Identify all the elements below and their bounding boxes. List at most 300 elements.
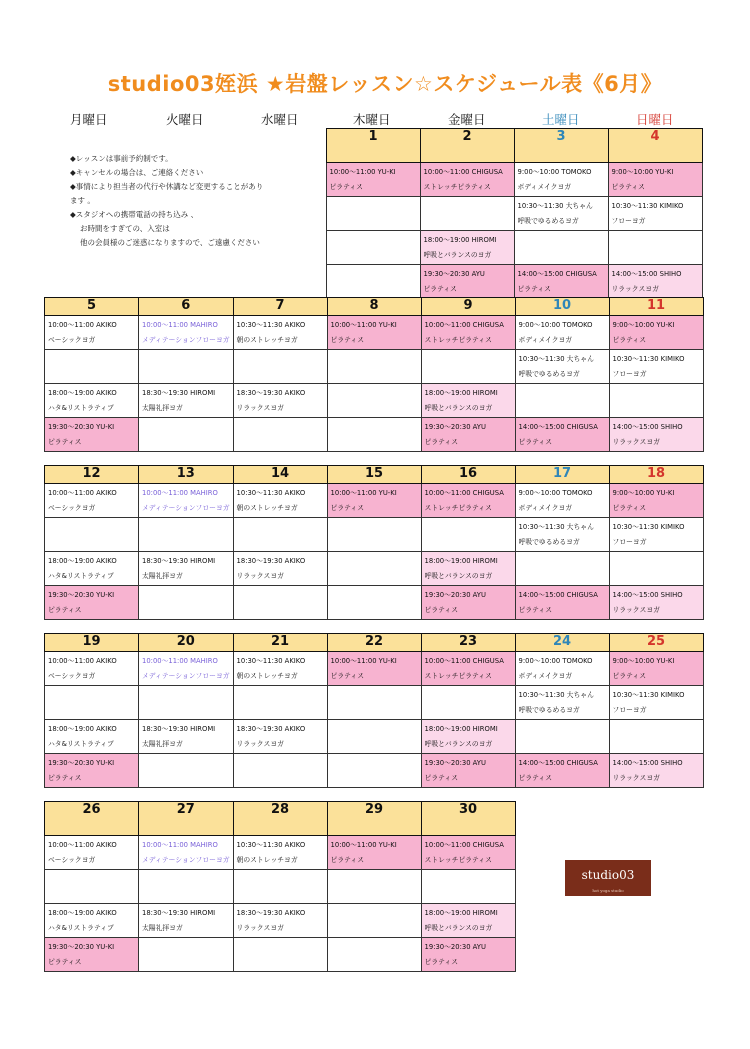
lesson-time: 10:30～11:30 KIMIKO <box>612 691 685 699</box>
lesson-cell <box>139 316 234 350</box>
lesson-time: 10:30～11:30 AKIKO <box>236 489 306 497</box>
slot-row <box>44 163 702 197</box>
lesson-time: 18:00～19:00 AKIKO <box>48 389 117 397</box>
week-table <box>44 465 704 620</box>
lesson-time: 18:00～19:00 HIROMI <box>424 557 498 565</box>
note-item: ◆スタジオへの携帯電話の持ち込み 、 <box>70 210 199 219</box>
week-table <box>44 633 704 788</box>
lesson-class: リラックスヨガ <box>612 774 660 782</box>
lesson-cell <box>609 586 703 620</box>
lesson-time: 9:00～10:00 TOMOKO <box>518 657 593 665</box>
lesson-cell <box>609 754 703 788</box>
lesson-time: 10:30～11:30 AKIKO <box>236 657 306 665</box>
lesson-time: 10:30～11:30 AKIKO <box>236 321 306 329</box>
slot-row <box>45 384 704 418</box>
lesson-cell <box>421 904 515 938</box>
slot-row <box>44 265 702 299</box>
lesson-class: ストレッチピラティス <box>424 672 492 680</box>
day-header-row <box>45 634 704 652</box>
lesson-cell <box>45 384 139 418</box>
lesson-class: ハタ&リストラティブ <box>48 572 114 580</box>
lesson-time: 14:00～15:00 CHIGUSA <box>518 759 598 767</box>
lesson-cell <box>45 484 139 518</box>
day-number: 29 <box>327 802 421 836</box>
day-number: 16 <box>421 466 515 484</box>
lesson-class: ピラティス <box>518 774 552 782</box>
lesson-class: 呼吸でゆるめるヨガ <box>518 706 580 714</box>
day-number: 7 <box>233 298 327 316</box>
lesson-cell <box>609 518 703 552</box>
blank-cell <box>138 265 232 299</box>
day-header-row <box>44 129 702 163</box>
lesson-class: ボディメイクヨガ <box>517 183 572 191</box>
lesson-cell <box>609 418 703 452</box>
note-item: ◆レッスンは事前予約制です。 <box>70 154 173 163</box>
lesson-cell <box>233 870 327 904</box>
lesson-cell <box>515 652 609 686</box>
lesson-class: リラックスヨガ <box>612 438 660 446</box>
lesson-class: メディテーションフローヨガ <box>142 672 230 680</box>
lesson-cell <box>421 938 515 972</box>
blank-cell <box>609 904 703 938</box>
weekday-mon: 月曜日 <box>70 112 108 127</box>
lesson-time: 10:00～11:00 CHIGUSA <box>424 321 504 329</box>
lesson-cell <box>139 870 234 904</box>
day-header-row <box>45 466 704 484</box>
lesson-cell <box>421 518 515 552</box>
lesson-class: フローヨガ <box>612 370 647 378</box>
lesson-class: ピラティス <box>329 183 363 191</box>
lesson-time: 10:00～11:00 MAHIRO <box>142 657 218 665</box>
lesson-cell <box>327 350 421 384</box>
lesson-class: ピラティス <box>612 336 646 344</box>
lesson-cell <box>139 518 234 552</box>
lesson-cell <box>233 384 327 418</box>
lesson-cell <box>139 836 234 870</box>
lesson-class: 太陽礼拝ヨガ <box>142 572 183 580</box>
lesson-cell <box>609 484 703 518</box>
lesson-class: ピラティス <box>518 606 552 614</box>
day-number: 8 <box>327 298 421 316</box>
blank-cell <box>138 231 232 265</box>
lesson-cell <box>233 418 327 452</box>
lesson-class: ハタ&リストラティブ <box>48 404 114 412</box>
lesson-cell <box>515 720 609 754</box>
lesson-time: 10:30～11:30 大ちゃん <box>518 523 594 531</box>
lesson-time: 10:00～11:00 YU-KI <box>330 841 397 849</box>
lesson-cell <box>233 552 327 586</box>
lesson-class: 朝のストレッチヨガ <box>236 504 298 512</box>
lesson-cell <box>233 518 327 552</box>
blank-cell <box>515 904 609 938</box>
lesson-time: 10:00～11:00 AKIKO <box>48 321 117 329</box>
day-number: 25 <box>609 634 703 652</box>
lesson-cell <box>609 720 703 754</box>
note-item: お時間をすぎての、入室は <box>80 224 170 233</box>
slot-row <box>44 231 702 265</box>
lesson-cell <box>326 231 420 265</box>
day-number: 17 <box>515 466 609 484</box>
lesson-cell <box>139 350 234 384</box>
lesson-time: 19:30～20:30 YU-KI <box>48 423 115 431</box>
lesson-cell <box>514 265 608 299</box>
lesson-time: 18:00～19:00 AKIKO <box>48 557 117 565</box>
lesson-class: ピラティス <box>612 504 646 512</box>
slot-row <box>45 484 704 518</box>
lesson-cell <box>45 552 139 586</box>
lesson-time: 10:30～11:30 KIMIKO <box>612 355 685 363</box>
day-number: 13 <box>139 466 234 484</box>
blank-cell <box>232 163 326 197</box>
lesson-cell <box>421 754 515 788</box>
day-number: 28 <box>233 802 327 836</box>
day-number: 21 <box>233 634 327 652</box>
lesson-time: 9:00～10:00 YU-KI <box>612 321 675 329</box>
lesson-time: 18:30～19:30 AKIKO <box>236 557 306 565</box>
lesson-time: 14:00～15:00 CHIGUSA <box>517 270 597 278</box>
note-item: ます 。 <box>70 196 95 205</box>
day-number: 10 <box>515 298 609 316</box>
lesson-cell <box>421 870 515 904</box>
lesson-cell <box>233 686 327 720</box>
lesson-time: 10:00～11:00 MAHIRO <box>142 841 218 849</box>
lesson-cell <box>233 652 327 686</box>
lesson-cell <box>421 552 515 586</box>
logo-text: studio03 <box>581 868 635 882</box>
lesson-cell <box>233 586 327 620</box>
lesson-cell <box>609 552 703 586</box>
blank-cell <box>138 163 232 197</box>
day-number: 5 <box>45 298 139 316</box>
lesson-time: 18:30～19:30 HIROMI <box>142 557 216 565</box>
slot-row <box>45 720 704 754</box>
slot-row <box>45 938 704 972</box>
weekday-thu: 木曜日 <box>353 112 391 127</box>
lesson-time: 19:30～20:30 AYU <box>423 270 485 278</box>
day-number: 23 <box>421 634 515 652</box>
lesson-class: ボディメイクヨガ <box>518 504 573 512</box>
day-number: 24 <box>515 634 609 652</box>
blank-cell <box>232 265 326 299</box>
lesson-cell <box>327 484 421 518</box>
lesson-class: 朝のストレッチヨガ <box>236 672 298 680</box>
lesson-class: ピラティス <box>48 606 82 614</box>
lesson-cell <box>327 720 421 754</box>
lesson-class: ピラティス <box>330 336 364 344</box>
lesson-class: ピラティス <box>48 958 82 966</box>
lesson-cell <box>45 870 139 904</box>
lesson-cell <box>45 518 139 552</box>
lesson-class: 呼吸でゆるめるヨガ <box>518 538 580 546</box>
lesson-cell <box>421 316 515 350</box>
lesson-time: 10:30～11:30 大ちゃん <box>518 691 594 699</box>
lesson-time: 19:30～20:30 YU-KI <box>48 943 115 951</box>
lesson-time: 10:30～11:30 KIMIKO <box>611 202 684 210</box>
lesson-class: ピラティス <box>517 285 551 293</box>
lesson-cell <box>515 384 609 418</box>
lesson-cell <box>609 686 703 720</box>
lesson-cell <box>327 836 421 870</box>
lesson-time: 18:00～19:00 HIROMI <box>423 236 497 244</box>
lesson-cell <box>233 836 327 870</box>
lesson-cell <box>515 586 609 620</box>
day-number: 2 <box>420 129 514 163</box>
lesson-class: 朝のストレッチヨガ <box>236 336 298 344</box>
slot-row <box>45 754 704 788</box>
lesson-class: ストレッチピラティス <box>423 183 491 191</box>
weekday-tue: 火曜日 <box>166 112 204 127</box>
lesson-cell <box>45 316 139 350</box>
lesson-class: リラックスヨガ <box>236 924 284 932</box>
lesson-cell <box>45 686 139 720</box>
blank-cell <box>138 197 232 231</box>
lesson-time: 9:00～10:00 TOMOKO <box>517 168 592 176</box>
lesson-class: ベーシックヨガ <box>48 504 96 512</box>
day-header-row <box>45 298 704 316</box>
lesson-cell <box>139 484 234 518</box>
day-number: 6 <box>139 298 234 316</box>
lesson-cell <box>45 720 139 754</box>
lesson-cell <box>233 720 327 754</box>
lesson-time: 19:30～20:30 AYU <box>424 759 486 767</box>
lesson-cell <box>421 586 515 620</box>
lesson-cell <box>139 720 234 754</box>
lesson-cell <box>420 231 514 265</box>
lesson-time: 10:30～11:30 AKIKO <box>236 841 306 849</box>
lesson-time: 10:30～11:30 大ちゃん <box>517 202 593 210</box>
lesson-cell <box>421 652 515 686</box>
lesson-time: 14:00～15:00 CHIGUSA <box>518 423 598 431</box>
lesson-class: 呼吸とバランスのヨガ <box>424 740 493 748</box>
lesson-cell <box>609 316 703 350</box>
lesson-cell <box>233 904 327 938</box>
day-number: 14 <box>233 466 327 484</box>
lesson-class: ピラティス <box>330 672 364 680</box>
lesson-class: 呼吸とバランスのヨガ <box>423 251 492 259</box>
day-number: 30 <box>421 802 515 836</box>
lesson-time: 14:00～15:00 SHIHO <box>612 759 683 767</box>
lesson-time: 18:30～19:30 AKIKO <box>236 909 306 917</box>
lesson-time: 10:00～11:00 CHIGUSA <box>424 489 504 497</box>
lesson-cell <box>45 836 139 870</box>
lesson-class: リラックスヨガ <box>611 285 659 293</box>
lesson-time: 14:00～15:00 SHIHO <box>612 423 683 431</box>
lesson-time: 18:30～19:30 HIROMI <box>142 909 216 917</box>
lesson-class: 朝のストレッチヨガ <box>236 856 298 864</box>
day-number: 1 <box>326 129 420 163</box>
slot-row <box>45 686 704 720</box>
day-number: 4 <box>608 129 702 163</box>
lesson-cell <box>420 163 514 197</box>
lesson-cell <box>421 836 515 870</box>
day-number: 27 <box>139 802 234 836</box>
day-header-row <box>45 802 704 836</box>
slot-row <box>45 350 704 384</box>
lesson-cell <box>327 870 421 904</box>
lesson-class: メディテーションフローヨガ <box>142 856 230 864</box>
lesson-cell <box>608 163 702 197</box>
lesson-cell <box>515 754 609 788</box>
lesson-cell <box>421 720 515 754</box>
lesson-cell <box>139 586 234 620</box>
lesson-cell <box>421 350 515 384</box>
lesson-cell <box>421 418 515 452</box>
lesson-class: フローヨガ <box>612 538 647 546</box>
lesson-class: 呼吸とバランスのヨガ <box>424 924 493 932</box>
lesson-cell <box>326 197 420 231</box>
slot-row <box>45 418 704 452</box>
lesson-time: 18:00～19:00 HIROMI <box>424 909 498 917</box>
lesson-time: 10:00～11:00 AKIKO <box>48 489 117 497</box>
lesson-cell <box>139 938 234 972</box>
day-number: 9 <box>421 298 515 316</box>
lesson-cell <box>327 754 421 788</box>
note-item: ◆事情により担当者の代行や休講など変更することがあり <box>70 182 264 191</box>
blank-cell <box>44 265 138 299</box>
blank-cell <box>515 802 609 836</box>
lesson-class: ピラティス <box>48 774 82 782</box>
lesson-class: ピラティス <box>424 438 458 446</box>
lesson-class: ストレッチピラティス <box>424 504 492 512</box>
blank-cell <box>44 231 138 265</box>
note-item: 他の会員様のご迷惑になりますので、ご遠慮ください <box>80 238 260 247</box>
lesson-time: 19:30～20:30 YU-KI <box>48 759 115 767</box>
lesson-cell <box>327 518 421 552</box>
lesson-time: 10:30～11:30 KIMIKO <box>612 523 685 531</box>
lesson-time: 10:00～11:00 YU-KI <box>329 168 396 176</box>
lesson-time: 10:00～11:00 YU-KI <box>330 321 397 329</box>
slot-row <box>45 316 704 350</box>
lesson-class: 呼吸とバランスのヨガ <box>424 572 493 580</box>
lesson-class: 呼吸とバランスのヨガ <box>424 404 493 412</box>
lesson-cell <box>608 231 702 265</box>
lesson-class: ピラティス <box>48 438 82 446</box>
lesson-cell <box>609 350 703 384</box>
lesson-time: 18:30～19:30 AKIKO <box>236 725 306 733</box>
lesson-time: 14:00～15:00 SHIHO <box>611 270 682 278</box>
lesson-class: メディテーションフローヨガ <box>142 504 230 512</box>
lesson-cell <box>233 938 327 972</box>
lesson-cell <box>515 418 609 452</box>
lesson-cell <box>514 231 608 265</box>
lesson-cell <box>233 316 327 350</box>
day-number: 12 <box>45 466 139 484</box>
lesson-time: 10:00～11:00 MAHIRO <box>142 321 218 329</box>
lesson-class: ピラティス <box>424 774 458 782</box>
lesson-cell <box>514 197 608 231</box>
lesson-cell <box>139 904 234 938</box>
lesson-time: 9:00～10:00 TOMOKO <box>518 321 593 329</box>
weekday-fri: 金曜日 <box>448 112 486 127</box>
lesson-cell <box>608 265 702 299</box>
blank-cell <box>138 129 232 163</box>
slot-row <box>45 518 704 552</box>
lesson-cell <box>139 686 234 720</box>
lesson-time: 9:00～10:00 YU-KI <box>611 168 674 176</box>
week-table <box>44 128 703 299</box>
lesson-class: ストレッチピラティス <box>424 336 492 344</box>
lesson-cell <box>139 552 234 586</box>
lesson-class: 太陽礼拝ヨガ <box>142 740 183 748</box>
lesson-time: 18:00～19:00 HIROMI <box>424 389 498 397</box>
week-table <box>44 297 704 452</box>
lesson-cell <box>326 265 420 299</box>
lesson-cell <box>421 384 515 418</box>
lesson-cell <box>327 384 421 418</box>
lesson-class: ピラティス <box>611 183 645 191</box>
lesson-class: フローヨガ <box>611 217 646 225</box>
blank-cell <box>232 129 326 163</box>
day-number: 15 <box>327 466 421 484</box>
lesson-class: ピラティス <box>612 672 646 680</box>
lesson-cell <box>608 197 702 231</box>
lesson-time: 10:00～11:00 YU-KI <box>330 489 397 497</box>
day-number: 20 <box>139 634 234 652</box>
lesson-time: 9:00～10:00 YU-KI <box>612 657 675 665</box>
lesson-time: 9:00～10:00 YU-KI <box>612 489 675 497</box>
lesson-time: 19:30～20:30 AYU <box>424 591 486 599</box>
day-number: 22 <box>327 634 421 652</box>
lesson-class: 呼吸でゆるめるヨガ <box>517 217 579 225</box>
lesson-time: 10:30～11:30 大ちゃん <box>518 355 594 363</box>
lesson-time: 19:30～20:30 YU-KI <box>48 591 115 599</box>
lesson-class: ボディメイクヨガ <box>518 672 573 680</box>
slot-row <box>44 197 702 231</box>
lesson-cell <box>327 938 421 972</box>
lesson-cell <box>327 652 421 686</box>
lesson-class: フローヨガ <box>612 706 647 714</box>
lesson-class: ストレッチピラティス <box>424 856 492 864</box>
lesson-cell <box>327 552 421 586</box>
lesson-class: ハタ&リストラティブ <box>48 924 114 932</box>
lesson-time: 14:00～15:00 SHIHO <box>612 591 683 599</box>
lesson-time: 10:00～11:00 AKIKO <box>48 657 117 665</box>
lesson-class: リラックスヨガ <box>236 572 284 580</box>
lesson-cell <box>327 586 421 620</box>
blank-cell <box>232 197 326 231</box>
lesson-class: ピラティス <box>330 856 364 864</box>
lesson-time: 18:30～19:30 HIROMI <box>142 389 216 397</box>
lesson-cell <box>515 350 609 384</box>
lesson-class: ピラティス <box>330 504 364 512</box>
lesson-class: リラックスヨガ <box>236 404 284 412</box>
lesson-cell <box>45 652 139 686</box>
lesson-cell <box>515 686 609 720</box>
lesson-time: 18:00～19:00 HIROMI <box>424 725 498 733</box>
lesson-class: ベーシックヨガ <box>48 672 96 680</box>
lesson-cell <box>45 586 139 620</box>
lesson-cell <box>609 384 703 418</box>
page-title: studio03姪浜 ★岩盤レッスン☆スケジュール表《6月》 <box>107 72 663 96</box>
lesson-class: 呼吸でゆるめるヨガ <box>518 370 580 378</box>
lesson-cell <box>421 484 515 518</box>
lesson-class: ハタ&リストラティブ <box>48 740 114 748</box>
lesson-time: 18:30～19:30 AKIKO <box>236 389 306 397</box>
lesson-time: 9:00～10:00 TOMOKO <box>518 489 593 497</box>
lesson-time: 19:30～20:30 AYU <box>424 943 486 951</box>
lesson-cell <box>327 686 421 720</box>
lesson-cell <box>515 316 609 350</box>
lesson-cell <box>514 163 608 197</box>
lesson-time: 10:00～11:00 YU-KI <box>330 657 397 665</box>
lesson-time: 10:00～11:00 MAHIRO <box>142 489 218 497</box>
lesson-cell <box>139 754 234 788</box>
lesson-cell <box>139 418 234 452</box>
lesson-time: 10:00～11:00 CHIGUSA <box>423 168 503 176</box>
blank-cell <box>609 938 703 972</box>
slot-row <box>45 904 704 938</box>
lesson-class: ボディメイクヨガ <box>518 336 573 344</box>
